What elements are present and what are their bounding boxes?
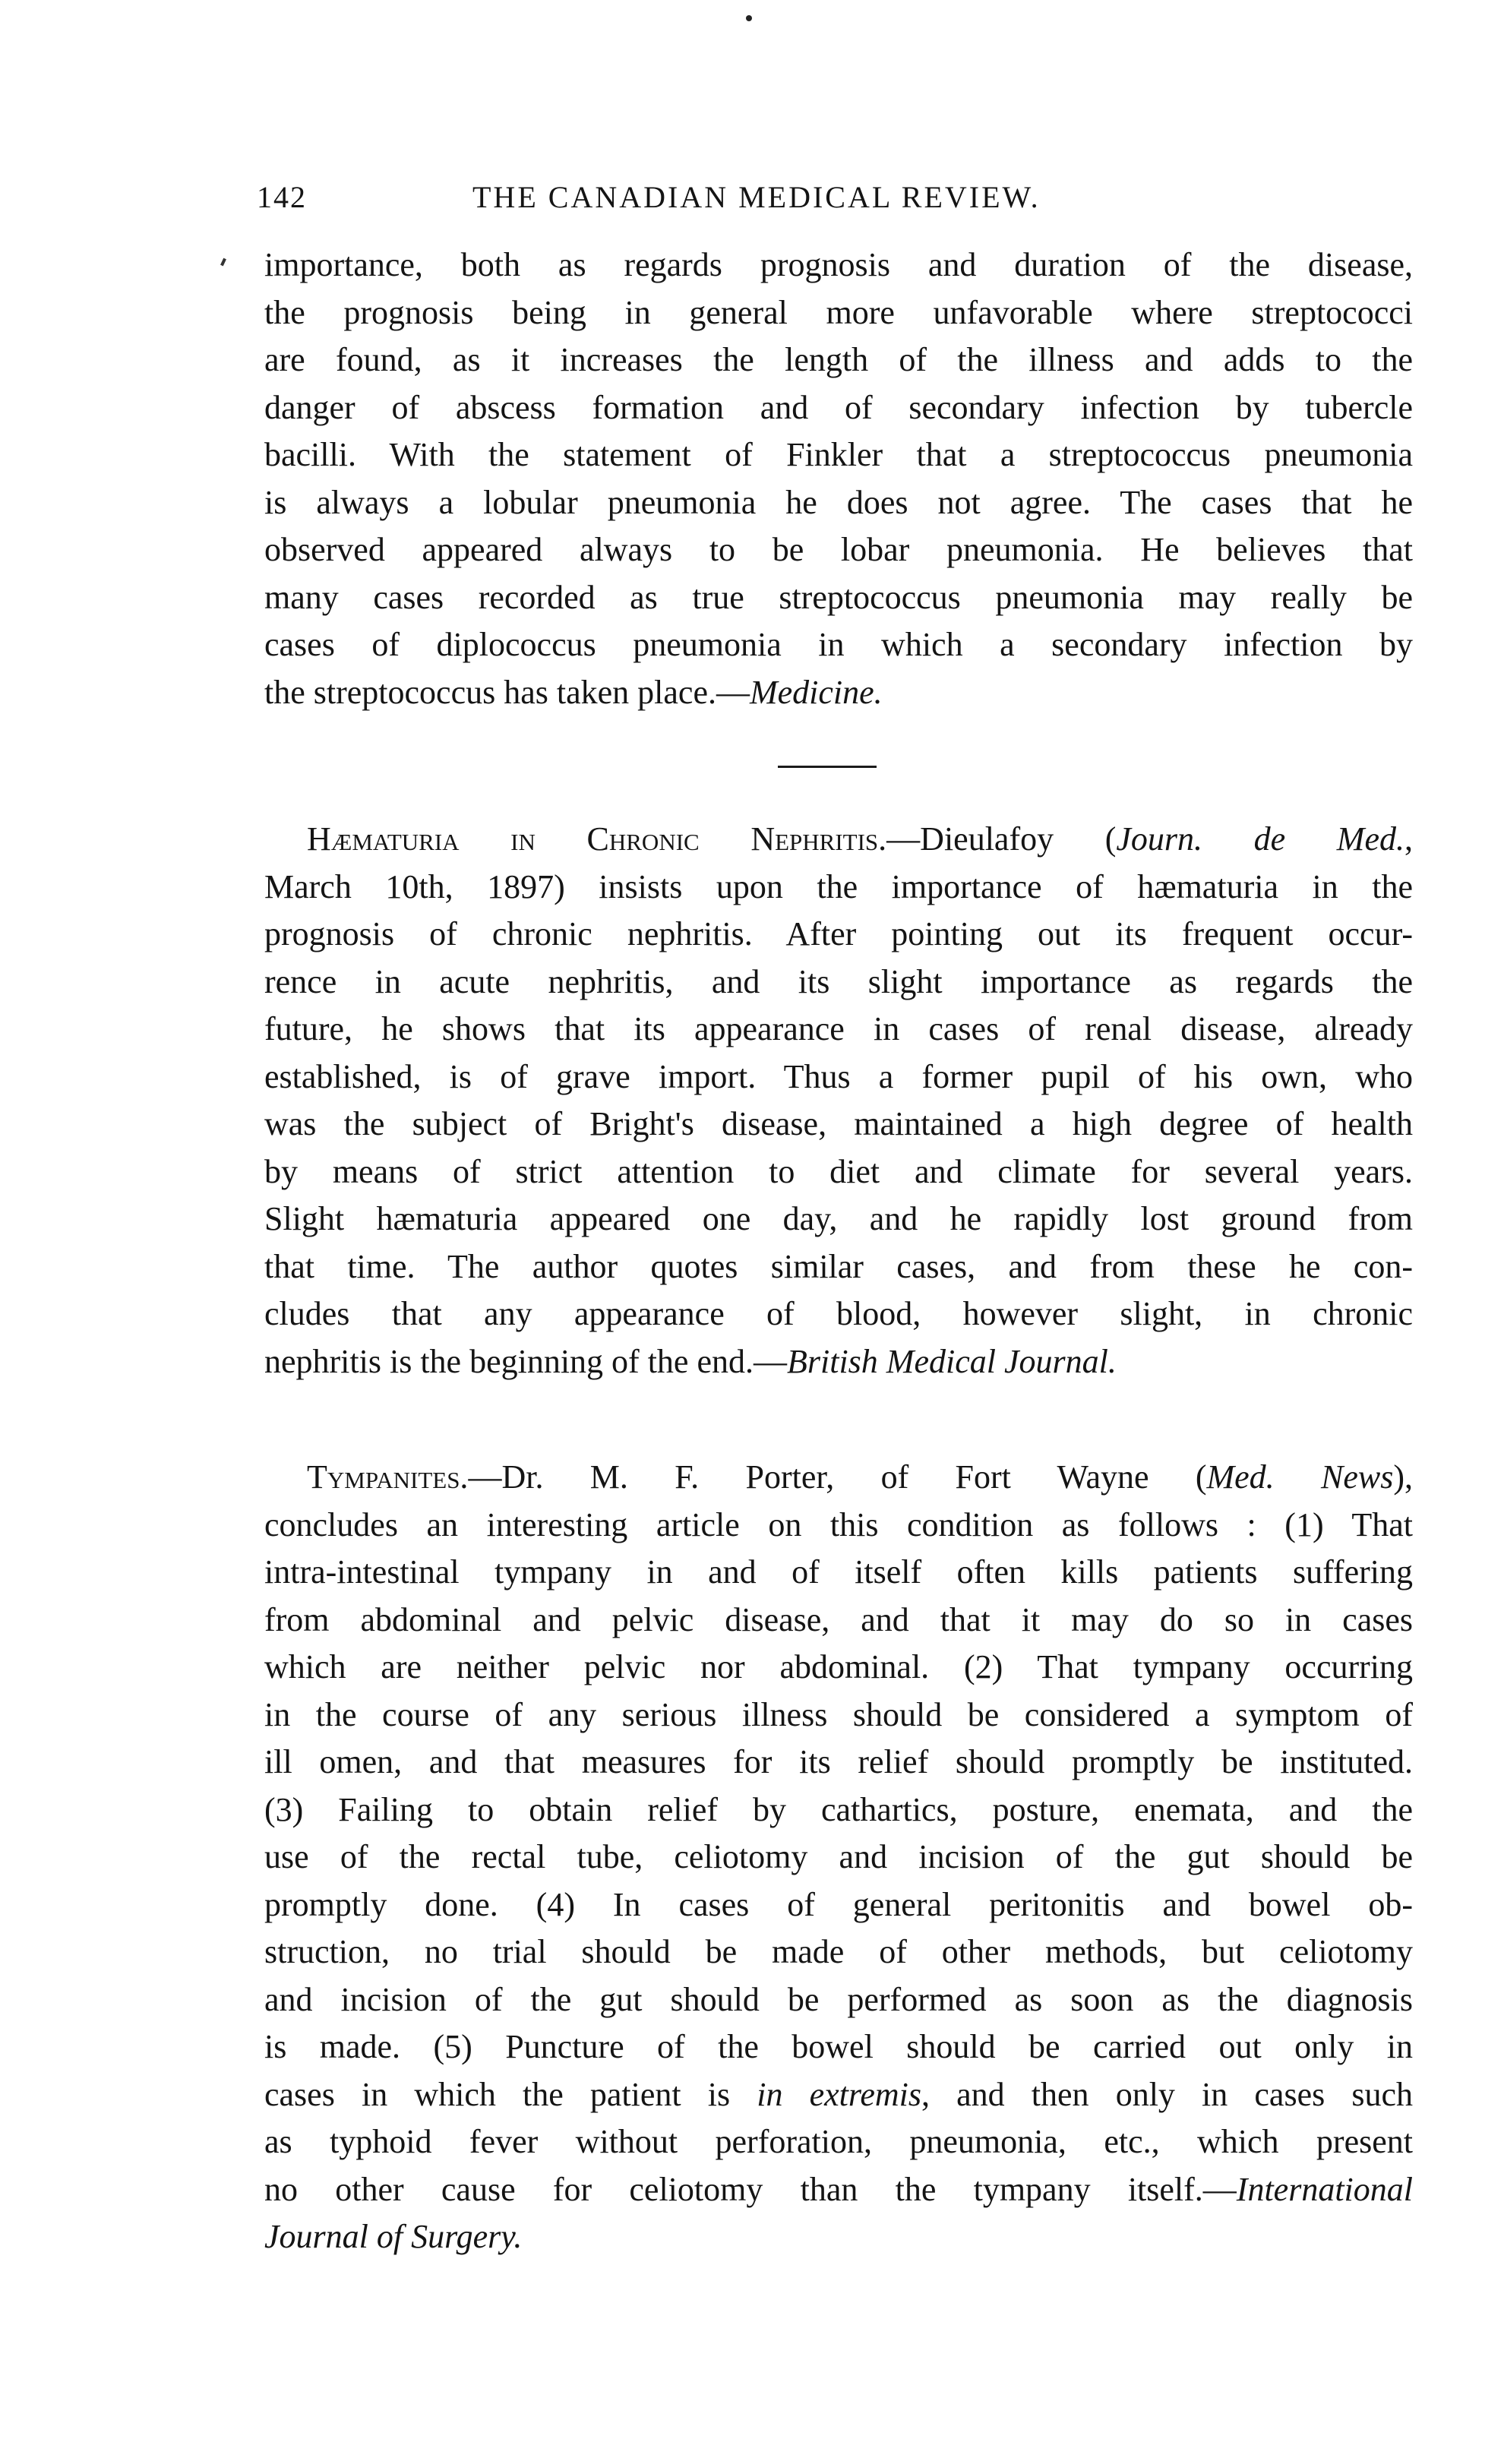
section-divider [778, 766, 877, 768]
text-line: observed appeared always to be lobar pneumonia. He believes that [264, 531, 1413, 568]
page-header [257, 179, 1262, 225]
text-line: danger of abscess formation and of secondary infection by tubercle [264, 388, 1413, 426]
source-citation: British Medical Journal. [787, 1342, 1117, 1380]
text-line: many cases recorded as true streptococcus pneumonia may really be [264, 578, 1413, 616]
text-fragment: —Dieulafoy ( [886, 820, 1117, 858]
source-citation-continued: Journal of Surgery. [264, 2218, 523, 2255]
text-line-last [264, 1338, 1413, 1386]
text-fragment: ), [1393, 1458, 1413, 1496]
paragraph-haematuria [264, 816, 1413, 1385]
text-line: is always a lobular pneumonia he does not agree. The cases that he [264, 483, 1413, 521]
source-citation: Journ. de Med. [1116, 820, 1404, 858]
text-line-last [264, 2213, 1413, 2261]
text-line: ill omen, and that measures for its relief should promptly be instituted. [264, 1743, 1413, 1780]
text-line [264, 1454, 1413, 1502]
paragraph-tympanites [264, 1454, 1413, 2261]
text-line: promptly done. (4) In cases of general peritonitis and bowel ob- [264, 1885, 1413, 1923]
text-line: future, he shows that its appearance in cases of renal disease, already [264, 1010, 1413, 1047]
text-fragment: nephritis is the beginning of the end.— [264, 1342, 787, 1380]
text-line: concludes an interesting article on this condition as follows : (1) That [264, 1505, 1413, 1543]
text-line: in the course of any serious illness should be considered a symptom of [264, 1695, 1413, 1733]
text-line [264, 2071, 1413, 2119]
text-line [264, 816, 1413, 864]
text-line [264, 2166, 1413, 2214]
text-line: established, is of grave import. Thus a former pupil of his own, who [264, 1057, 1413, 1095]
text-line: and incision of the gut should be performed as soon as the diagnosis [264, 1980, 1413, 2018]
source-citation: Med. News [1206, 1458, 1394, 1496]
section-heading: Tympanites. [307, 1458, 469, 1496]
source-citation: Medicine. [749, 673, 883, 711]
text-line: intra-intestinal tympany in and of itself often kills patients suffering [264, 1553, 1413, 1591]
text-line: use of the rectal tube, celiotomy and incision of the gut should be [264, 1838, 1413, 1875]
text-line: struction, no trial should be made of other methods, but celiotomy [264, 1933, 1413, 1970]
text-line: importance, both as regards prognosis and duration of the disease, [264, 246, 1413, 283]
text-line: from abdominal and pelvic disease, and that it may do so in cases [264, 1600, 1413, 1638]
text-fragment: the streptococcus has taken place.— [264, 673, 750, 711]
text-line: Slight hæmaturia appeared one day, and he rapidly lost ground from [264, 1200, 1413, 1237]
text-line: the prognosis being in general more unfavorable where streptococci [264, 293, 1413, 331]
page-number: 142 [257, 180, 307, 214]
running-title: THE CANADIAN MEDICAL REVIEW. [472, 180, 1041, 214]
ink-speck [746, 15, 752, 21]
text-fragment: , [1404, 820, 1413, 858]
italic-phrase: in extremis [757, 2075, 922, 2113]
text-line: was the subject of Bright's disease, maintained a high degree of health [264, 1105, 1413, 1142]
text-line: are found, as it increases the length of the illness and adds to the [264, 341, 1413, 378]
text-fragment: , and then only in cases such [921, 2075, 1414, 2113]
text-line: bacilli. With the statement of Finkler that a streptococcus pneumonia [264, 436, 1413, 473]
text-line: (3) Failing to obtain relief by cathartics, posture, enemata, and the [264, 1790, 1413, 1828]
text-line: cases of diplococcus pneumonia in which a secondary infection by [264, 626, 1413, 663]
section-heading: Hæmaturia in Chronic Nephritis. [307, 820, 887, 858]
text-line: as typhoid fever without perforation, pneumonia, etc., which present [264, 2123, 1413, 2160]
text-fragment: no other cause for celiotomy than the tympany itself.— [264, 2170, 1237, 2208]
paragraph-streptococcus-pneumonia [264, 242, 1413, 716]
source-citation: International [1236, 2170, 1413, 2208]
text-line-last [264, 669, 1413, 717]
text-line: prognosis of chronic nephritis. After pointing out its frequent occur- [264, 915, 1413, 952]
text-line: rence in acute nephritis, and its slight importance as regards the [264, 962, 1413, 1000]
text-line: that time. The author quotes similar cases, and from these he con- [264, 1247, 1413, 1285]
ink-mark [220, 258, 226, 267]
text-fragment: —Dr. M. F. Porter, of Fort Wayne ( [468, 1458, 1207, 1496]
text-line: cludes that any appearance of blood, however slight, in chronic [264, 1295, 1413, 1332]
text-line: by means of strict attention to diet and climate for several years. [264, 1152, 1413, 1190]
text-fragment: cases in which the patient is [264, 2075, 757, 2113]
text-line: March 10th, 1897) insists upon the importance of hæmaturia in the [264, 867, 1413, 905]
text-line: which are neither pelvic nor abdominal. (2) That tympany occurring [264, 1648, 1413, 1685]
text-line: is made. (5) Puncture of the bowel should be carried out only in [264, 2028, 1413, 2065]
